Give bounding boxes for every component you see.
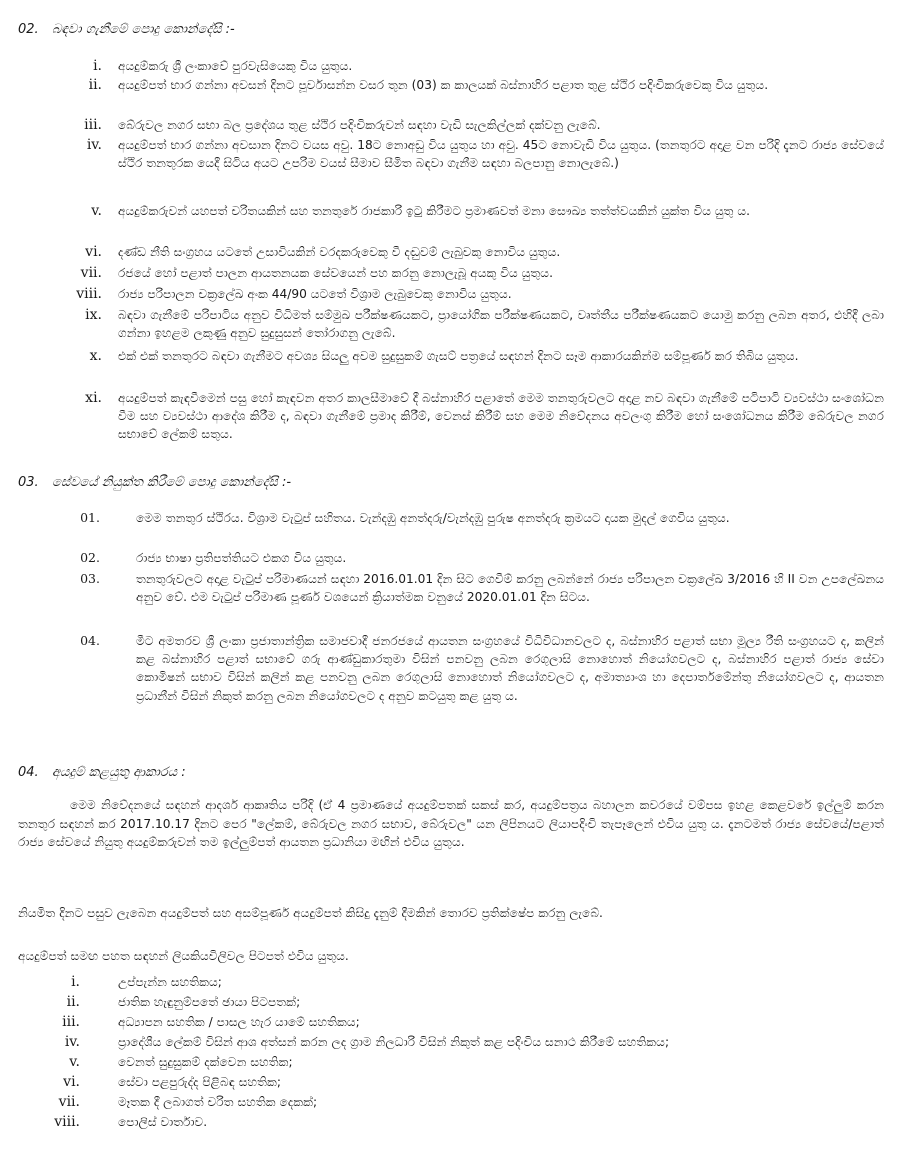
item-text: පොලිස් වාර්තාව.	[118, 1115, 208, 1129]
item-number: vii.	[80, 265, 102, 281]
item-text: අයදුම්පත් කැඳවීමෙන් පසු හෝ කැඳවන අතර කාලසීමාවේ දී බස්නාහිර පළාතේ මෙම තනතුරුවලට අදාළ නව බඳවා ගැනීමේ පටිපාටි ව්‍යවස්ථා සංශෝධන වීම සහ ව්‍යවස්ථා ආදේශ කිරීම ද, බඳවා ගැනීමේ ප්‍රමාද කිරීම්, වෙනස් කිරීම් සහ මෙම නිවේදනය අවලංගු කිරීම හෝ සංශෝධනය කිරීම බේරුවල නගර සභාවේ ලේකම් සතුය.	[118, 391, 884, 442]
item-number: iv.	[64, 1034, 80, 1050]
item-text: සේවා පළපුරුද්ද පිළිබඳ සහතික;	[118, 1075, 282, 1089]
item-text: ප්‍රාදේශීය ලේකම් විසින් ආශ අත්සන් කරන ලද ග්‍රාම නිලධාරි විසින් නිකුත් කළ පදිංචිය සනාථ කිරීමේ සහතිකය;	[118, 1035, 670, 1049]
item-number: x.	[89, 348, 102, 364]
item-number: viii.	[76, 286, 102, 302]
item-number: 03.	[80, 571, 100, 586]
item-number: iv.	[86, 137, 102, 153]
section-02-heading	[18, 22, 235, 37]
item-text: එක් එක් තනතුරට බඳවා ගැනීමට අවශ්‍ය සියලු අවම සුදුසුකම් ගැසට් පත්‍රයේ සඳහන් දිනට සෑම ආකාරයකින්ම සම්පූර්ණ කර තිබිය යුතුය.	[118, 349, 799, 363]
item-number: viii.	[54, 1114, 80, 1130]
item-text: වෙනත් සුදුසුකම් දක්වෙන සහතික;	[118, 1055, 293, 1069]
item-text: බඳවා ගැනීමේ පරිපාටිය අනුව විධිමත් සම්මුඛ පරීක්ෂණයකට, ප්‍රායෝගික පරීක්ෂණයකට, වෘත්තීය පරීක්ෂණයකට යොමු කරනු ලබන අතර, එහිදී ලබා ගන්නා ඉහළම ලකුණු අනුව සුදුසුසන් තෝරාගනු ලැබේ.	[118, 308, 884, 341]
item-number: ii.	[88, 77, 102, 93]
item-number: vi.	[63, 1074, 80, 1090]
item-number: iii.	[62, 1014, 80, 1030]
section-number: 03.	[18, 475, 39, 490]
section-04-heading	[18, 765, 186, 780]
item-number: vii.	[58, 1094, 80, 1110]
item-number: v.	[91, 203, 102, 219]
section-title: අයදුම් කළයුතු ආකාරය :	[52, 765, 186, 780]
item-text: ජාතික හැඳුනුම්පතේ ඡායා පිටපතක්;	[118, 995, 301, 1009]
section-03-heading	[18, 475, 291, 490]
item-text: දණ්ඩ නීති සංග්‍රහය යටතේ උසාවියකින් වරදකරුවෙකු වී දඬුවම් ලැබුවකු නොවිය යුතුය.	[118, 245, 561, 259]
item-number: xi.	[85, 390, 102, 406]
item-number: 01.	[80, 510, 100, 525]
item-text: අයදුම්කරු ශ්‍රී ලංකාවේ පුරවැසියෙකු විය යුතුය.	[118, 59, 353, 73]
section-title: බඳවා ගැනීමේ පොදු කොන්දේසි :-	[52, 22, 235, 37]
item-number: ix.	[85, 307, 102, 323]
documents-intro: අයදුම්පත් සමඟ පහත සඳහන් ලියකියවිලිවල පිටපත් එවිය යුතුය.	[18, 949, 349, 963]
item-text: බේරුවල නගර සභා බල ප්‍රදේශය තුළ ස්ථිර පදිංචිකරුවන් සඳහා වැඩි සැලකිල්ලක් දක්වනු ලැබේ.	[118, 118, 601, 132]
item-number: 04.	[80, 633, 100, 648]
item-number: 02.	[80, 550, 100, 565]
item-text: අයදුම්කරුවන් යහපත් චරිතයකින් සහ තනතුරේ රාජකාරි ඉටු කිරීමට ප්‍රමාණවත් මනා සෞඛ්‍ය තත්ත්වයකින් යුක්ත විය යුතු ය.	[118, 204, 751, 218]
item-text: මෑතක දී ලබාගත් චරිත සහතික දෙකක්;	[118, 1095, 318, 1109]
item-text: රජයේ හෝ පළාත් පාලන ආයතනයක සේවයෙන් පහ කරනු නොලැබූ අයකු විය යුතුය.	[118, 266, 553, 280]
item-number: vi.	[85, 244, 102, 260]
rejection-notice: නියමිත දිනට පසුව ලැබෙන අයදුම්පත් සහ අසම්පූර්ණ අයදුම්පත් කිසිදු දැනුම් දීමකින් තොරව ප්‍රතික්ෂේප කරනු ලැබේ.	[18, 906, 603, 920]
item-number: ii.	[66, 994, 80, 1010]
item-text: මීට අමතරව ශ්‍රී ලංකා ප්‍රජාතාන්ත්‍රික සමාජවාදී ජනරජයේ ආයතන සංග්‍රහයේ විධිවිධානවලට ද, බස්නාහිර පළාත් සභා මූල්‍ය රීති සංග්‍රහයට ද, කලින් කළ බස්නාහිර පළාත් සභාවේ ගරු ආණ්ඩුකාරතුමා විසින් පනවනු ලබන රෙගුලාසි නොහොත් නියෝගවලට ද, බස්නාහිර පළාත් රාජ්‍ය සේවා කොමිෂන් සභාව විසින් කලින් කළ පනවනු ලබන රෙගුලාසි නොහොත් නියෝගවලට ද, අමාත්‍යාංශ හා දෙපාර්තමේන්තු නියෝගවලට ද, ආයතන ප්‍රධානීන් විසින් නිකුත් කරනු ලබන නියෝගවලට ද අනුව කටයුතු කළ යුතු ය.	[136, 634, 884, 703]
section-number: 02.	[18, 22, 39, 37]
item-text: අධ්‍යාපන සහතික / පාසල හැර යාමේ සහතිකය;	[118, 1015, 360, 1029]
item-number: v.	[69, 1054, 80, 1070]
item-text: තනතුරුවලට අදාළ වැටුප් පරිමාණයන් සඳහා 2016.01.01 දින සිට ගෙවීම් කරනු ලබන්නේ රාජ්‍ය පරිපාලන චක්‍රලේඛ 3/2016 හි II වන උපලේඛනය අනුව වේ. එම වැටුප් පරිමාණ පූර්ණ වශයෙන් ක්‍රියාත්මක වනුයේ 2020.01.01 දින සිටය.	[136, 572, 884, 605]
item-text: උප්පැන්න සහතිකය;	[118, 975, 222, 989]
section-title: සේවයේ නියුක්ත කිරීමේ පොදු කොන්දේසි :-	[52, 475, 292, 490]
item-text: මෙම තනතුර ස්ථිරය. විශ්‍රාම වැටුප් සහිතය. වැන්දඹු අනත්දරු/වැන්දඹු පුරුෂ අනත්දරු ක්‍රමයට දායක මුදල් ගෙවිය යුතුය.	[136, 511, 730, 525]
application-instructions: මෙම නිවේදනයේ සඳහන් ආදර්ශ ආකෘතිය පරිදි (ඒ 4 ප්‍රමාණයේ අයදුම්පතක් සකස් කර, අයදුම්පත්‍රය බහාලන කවරයේ වම්පස ඉහළ කෙළවරේ ඉල්ලුම් කරන තනතුර සඳහන් කර 2017.10.17 දිනට පෙර "ලේකම්, බේරුවල නගර සභාව, බේරුවල" යන ලිපිනයට ලියාපදිංචි තැපෑලෙන් එවිය යුතු ය. දැනටමත් රාජ්‍ය සේවයේ/පළාත් රාජ්‍ය සේවයේ නියුතු අයදුම්කරුවන් තම ඉල්ලුම්පත් ආයතන ප්‍රධානියා මඟින් එවිය යුතුය.	[18, 798, 884, 849]
item-number: i.	[93, 58, 102, 74]
section-number: 04.	[18, 765, 39, 780]
item-text: රාජ්‍ය භාෂා ප්‍රතිපත්තියට එකග විය යුතුය.	[136, 551, 347, 565]
item-text: අයදුම්පත් භාර ගන්නා අවසන් දිනට පූර්වාසන්න වසර තුන (03) ක කාලයක් බස්නාහිර පළාත තුළ ස්ථිර පදිංචිකරුවෙකු විය යුතුය.	[118, 78, 769, 92]
item-text: අයදුම්පත් භාර ගන්නා අවසාන දිනට වයස අවු. 18ට නොඅඩු විය යුතුය හා අවු. 45ට නොවැඩි විය යුතුය. (තනතුරට අදාළ වන පරිදි දැනට රාජ්‍ය සේවයේ ස්ථිර තනතුරක යෙදී සිටිය අයට උපරිම වයස් සීමාව සීමිත බඳවා ගැනීම සඳහා බලපානු නොලැබේ.)	[118, 138, 884, 171]
item-number: iii.	[84, 117, 102, 133]
item-text: රාජ්‍ය පරිපාලන චක්‍රලේඛ අංක 44/90 යටතේ විශ්‍රාම ලැබුවෙකු නොවිය යුතුය.	[118, 287, 512, 301]
item-number: i.	[71, 974, 80, 990]
